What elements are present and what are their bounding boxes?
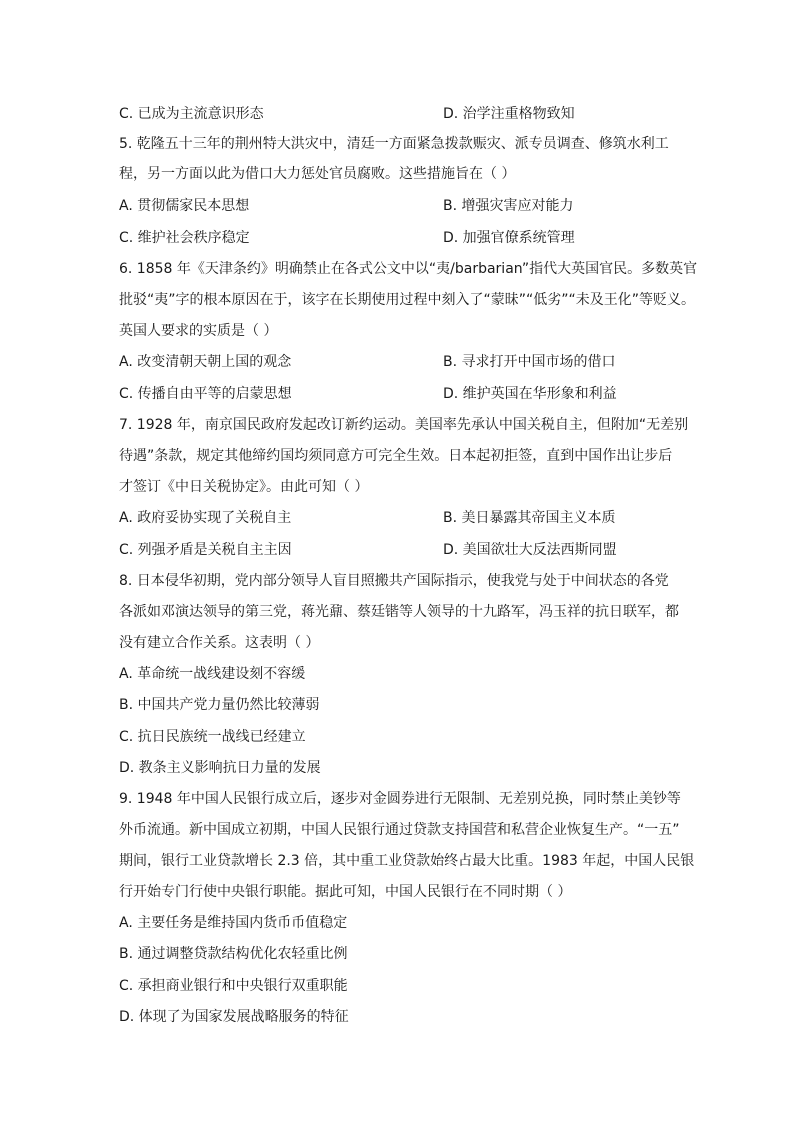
q8-stem-line-2: 各派如邓演达领导的第三党，蒋光鼐、蔡廷锴等人领导的十九路军，冯玉祥的抗日联军，都 bbox=[119, 604, 679, 620]
q8-option-b: B. 中国共产党力量仍然比较薄弱 bbox=[119, 697, 320, 713]
q6-option-b: B. 寻求打开中国市场的借口 bbox=[443, 354, 616, 370]
q5-option-c: C. 维护社会秩序稳定 bbox=[119, 230, 250, 246]
q9-option-c: C. 承担商业银行和中央银行双重职能 bbox=[119, 978, 348, 994]
q5-option-b: B. 增强灾害应对能力 bbox=[443, 198, 574, 214]
q6-option-a: A. 改变清朝天朝上国的观念 bbox=[119, 354, 292, 370]
q8-stem-line-1: 8. 日本侵华初期，党内部分领导人盲目照搬共产国际指示，使我党与处于中间状态的各党 bbox=[119, 573, 669, 589]
q8-stem-line-3: 没有建立合作关系。这表明（ ） bbox=[119, 635, 320, 651]
q9-stem-line-1: 9. 1948 年中国人民银行成立后，逐步对金圆券进行无限制、无差别兑换，同时禁止美钞等 bbox=[119, 791, 681, 807]
q9-option-b: B. 通过调整贷款结构优化农轻重比例 bbox=[119, 946, 348, 962]
q4-option-d: D. 治学注重格物致知 bbox=[443, 106, 575, 122]
q9-stem-line-4: 行开始专门行使中央银行职能。据此可知，中国人民银行在不同时期（ ） bbox=[119, 884, 572, 900]
q7-option-d: D. 美国欲壮大反法西斯同盟 bbox=[443, 542, 617, 558]
q6-option-c: C. 传播自由平等的启蒙思想 bbox=[119, 386, 292, 402]
q5-stem-line-1: 5. 乾隆五十三年的荆州特大洪灾中，清廷一方面紧急拨款赈灾、派专员调查、修筑水利工 bbox=[119, 136, 669, 152]
q6-stem-line-3: 英国人要求的实质是（ ） bbox=[119, 323, 278, 339]
q6-option-d: D. 维护英国在华形象和利益 bbox=[443, 386, 617, 402]
q9-option-a: A. 主要任务是维持国内货币币值稳定 bbox=[119, 915, 348, 931]
q7-stem-line-2: 待遇”条款，规定其他缔约国均须同意方可完全生效。日本起初拒签，直到中国作出让步后 bbox=[119, 448, 673, 464]
q9-stem-line-3: 期间，银行工业贷款增长 2.3 倍，其中重工业贷款始终占最大比重。1983 年起，中国人民银 bbox=[119, 853, 695, 869]
q8-option-d: D. 教条主义影响抗日力量的发展 bbox=[119, 760, 321, 776]
q4-option-c: C. 已成为主流意识形态 bbox=[119, 106, 264, 122]
q7-option-c: C. 列强矛盾是关税自主主因 bbox=[119, 542, 292, 558]
q5-stem-line-2: 程，另一方面以此为借口大力惩处官员腐败。这些措施旨在（ ） bbox=[119, 166, 516, 182]
q9-option-d: D. 体现了为国家发展战略服务的特征 bbox=[119, 1009, 349, 1025]
q7-option-b: B. 美日暴露其帝国主义本质 bbox=[443, 510, 616, 526]
q6-stem-line-2: 批驳“夷”字的根本原因在于，该字在长期使用过程中刻入了“蒙昧”“低劣”“未及王化”等贬义。 bbox=[119, 292, 696, 308]
q5-option-a: A. 贯彻儒家民本思想 bbox=[119, 198, 250, 214]
q8-option-a: A. 革命统一战线建设刻不容缓 bbox=[119, 666, 306, 682]
q7-option-a: A. 政府妥协实现了关税自主 bbox=[119, 510, 292, 526]
q8-option-c: C. 抗日民族统一战线已经建立 bbox=[119, 729, 306, 745]
q6-stem-line-1: 6. 1858 年《天津条约》明确禁止在各式公文中以“夷/barbarian”指代大英国官民。多数英官 bbox=[119, 261, 698, 277]
q7-stem-line-1: 7. 1928 年，南京国民政府发起改订新约运动。美国率先承认中国关税自主，但附加“无差别 bbox=[119, 417, 689, 433]
q5-option-d: D. 加强官僚系统管理 bbox=[443, 230, 575, 246]
q9-stem-line-2: 外币流通。新中国成立初期，中国人民银行通过贷款支持国营和私营企业恢复生产。“一五” bbox=[119, 822, 680, 838]
q7-stem-line-3: 才签订《中日关税协定》。由此可知（ ） bbox=[119, 479, 369, 495]
